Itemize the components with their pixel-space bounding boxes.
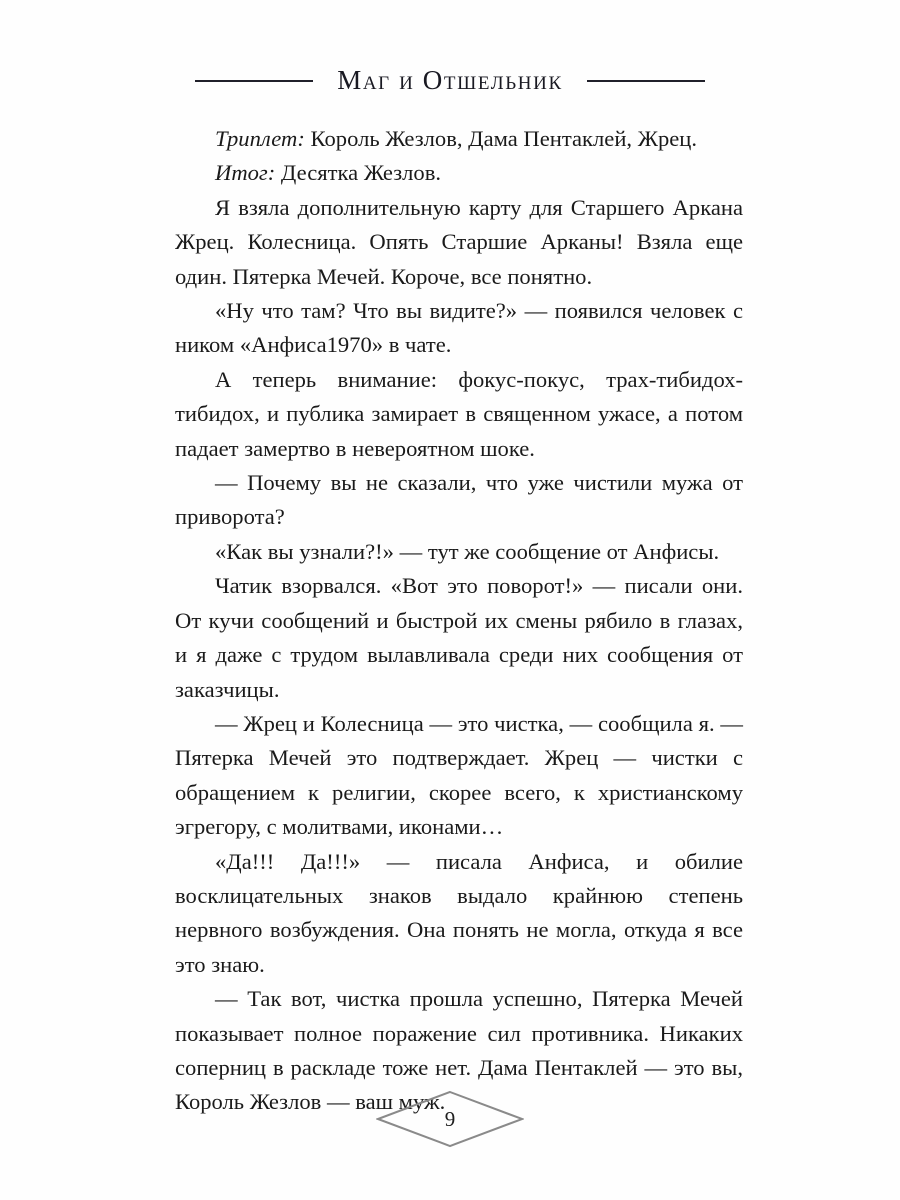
running-head: [0, 58, 900, 104]
chapter-title: Маг и Отшельник: [337, 64, 563, 95]
running-head-rule-left: [195, 80, 313, 82]
paragraph: — Так вот, чистка прошла успешно, Пятерка Мечей показывает полное поражение сил противника. Никаких соперниц в раскладе тоже нет. Дама Пентаклей — это вы, Король Жезлов — ваш муж.: [175, 986, 743, 1115]
paragraph: Итог: Десятка Жезлов.: [215, 160, 442, 186]
paragraph: «Да!!! Да!!!» — писала Анфиса, и обилие восклицательных знаков выдало крайнюю степень нервного возбуждения. Она понять не могла, откуда я все это знаю.: [175, 848, 743, 977]
diamond-ornament-icon: [376, 1090, 524, 1148]
paragraph: — Почему вы не сказали, что уже чистили мужа от приворота?: [175, 470, 743, 530]
paragraph: «Ну что там? Что вы видите?» — появился человек с ником «Анфиса1970» в чате.: [175, 298, 743, 358]
paragraph: «Как вы узнали?!» — тут же сообщение от Анфисы.: [215, 538, 720, 564]
folio: [0, 1088, 900, 1150]
paragraph-lead-italic: Итог:: [215, 160, 276, 186]
body-text: [175, 122, 743, 1120]
paragraph: Я взяла дополнительную карту для Старшего Аркана Жрец. Колесница. Опять Старшие Арканы! Взяла еще один. Пятерка Мечей. Короче, все понятно.: [175, 194, 743, 289]
paragraph-lead-italic: Триплет:: [215, 126, 305, 151]
paragraph: А теперь внимание: фокус-покус, трах-тибидох-тибидох, и публика замирает в священном ужасе, а потом падает замертво в невероятном шоке.: [175, 366, 743, 461]
page-number: 9: [444, 1106, 456, 1131]
running-head-rule-right: [587, 80, 705, 82]
paragraph: — Жрец и Колесница — это чистка, — сообщила я. — Пятерка Мечей это подтверждает. Жрец — чистки с обращением к религии, скорее всего, к христианскому эгрегору, с молитвами, иконами…: [175, 710, 743, 840]
paragraph: Чатик взорвался. «Вот это поворот!» — писали они. От кучи сообщений и быстрой их смены рябило в глазах, и я даже с трудом вылавливала среди них сообщения от заказчицы.: [175, 573, 743, 702]
paragraph: Триплет: Король Жезлов, Дама Пентаклей, Жрец.: [215, 126, 698, 151]
